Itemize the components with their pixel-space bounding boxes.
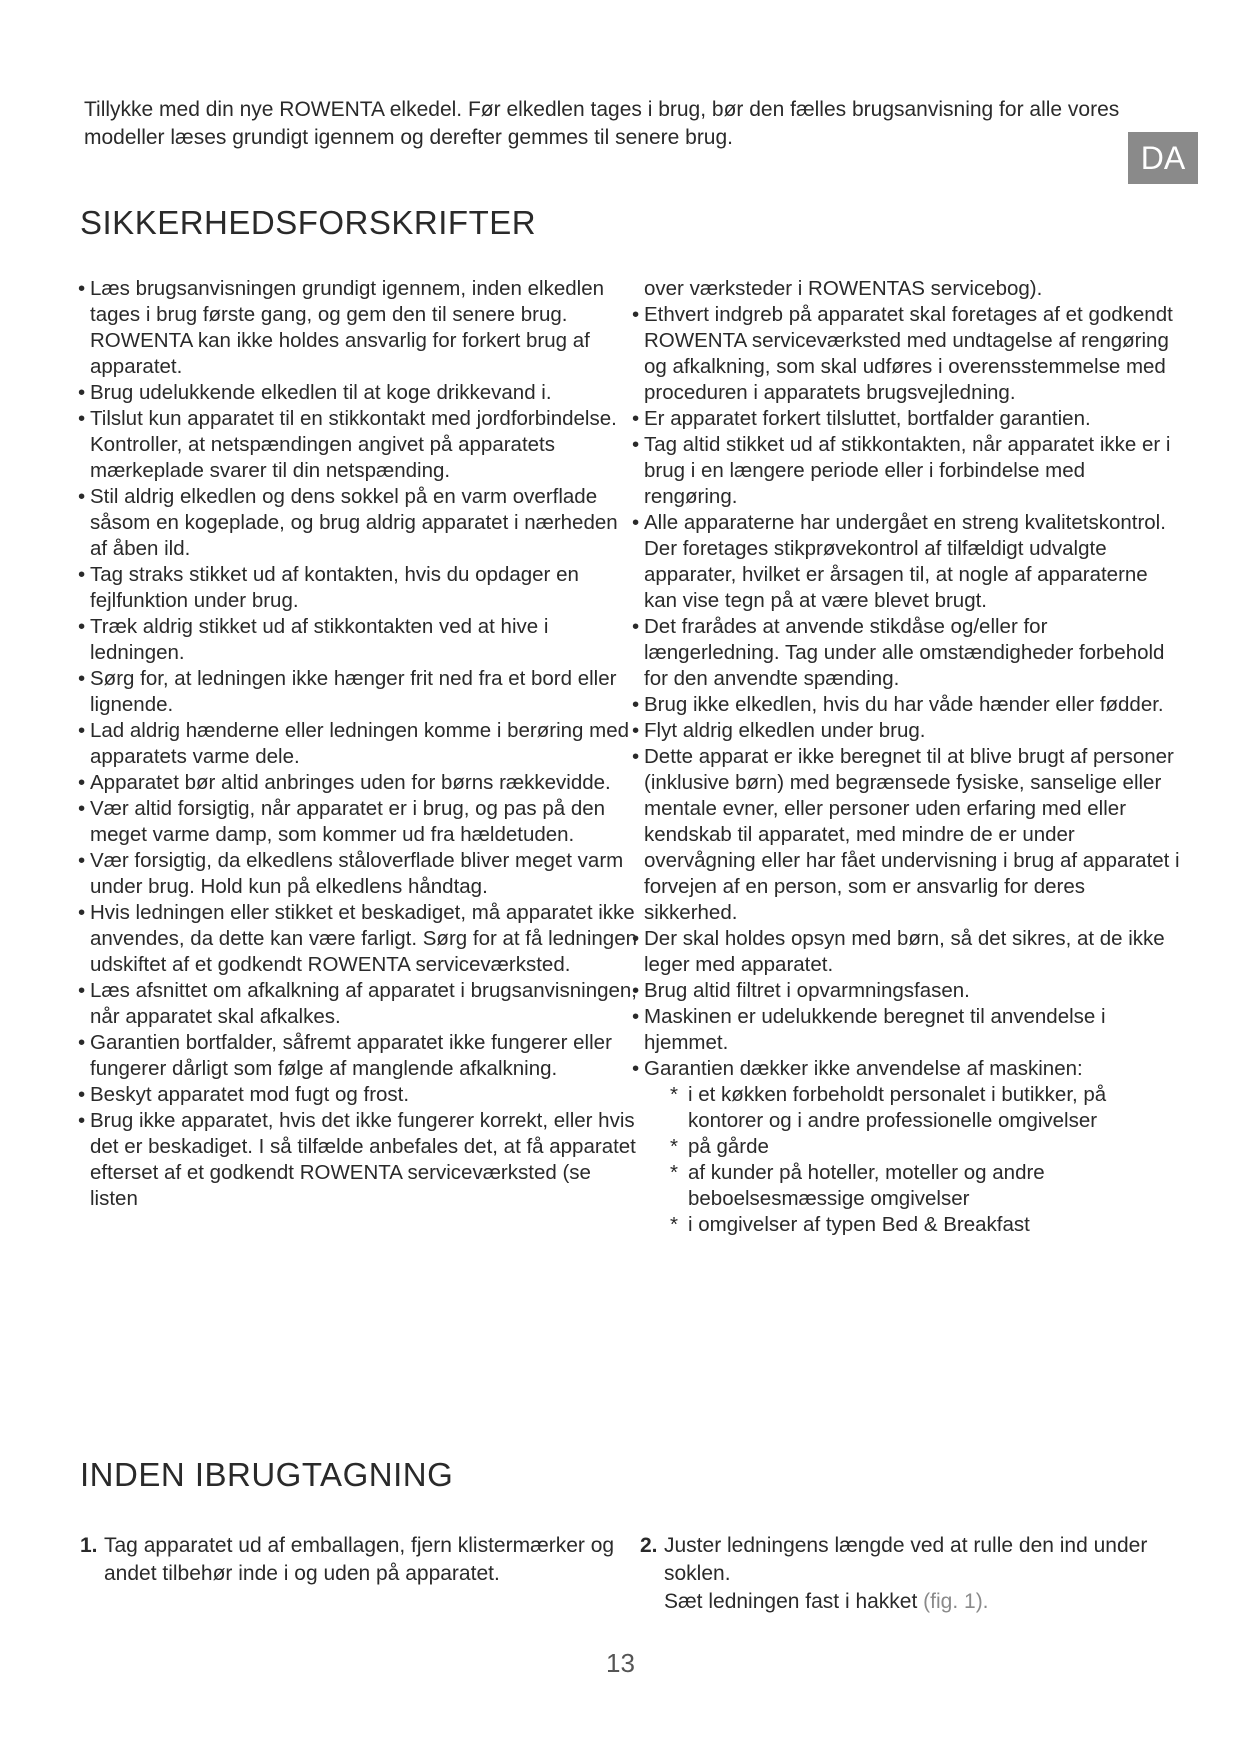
sublist-item: * på gårde (670, 1134, 1184, 1160)
safety-list-left (78, 276, 638, 1212)
list-item: • Brug ikke elkedlen, hvis du har våde hænder eller fødder. (632, 692, 1184, 718)
step-1 (80, 1532, 620, 1588)
list-item: • Brug udelukkende elkedlen til at koge drikkevand i. (78, 380, 638, 406)
figure-reference: (fig. 1). (923, 1590, 989, 1613)
step-number: 1. (80, 1534, 98, 1557)
list-item: • Ethvert indgreb på apparatet skal foretages af et godkendt ROWENTA serviceværksted med undtagelse af rengøring og afkalkning, som skal udføres i overensstemmelse med proceduren i apparatets brugsvejledning. (632, 302, 1184, 406)
list-item: • Beskyt apparatet mod fugt og frost. (78, 1082, 638, 1108)
safety-section-title: SIKKERHEDSFORSKRIFTER (80, 204, 537, 241)
safety-list-right (632, 302, 1184, 1238)
intro-paragraph: Tillykke med din nye ROWENTA elkedel. Før elkedlen tages i brug, bør den fælles brugsanvisning for alle vores modeller læses grundigt igennem og derefter gemmes til senere brug. (84, 98, 1120, 149)
list-item: • Vær forsigtig, da elkedlens ståloverflade bliver meget varm under brug. Hold kun på elkedlens håndtag. (78, 848, 638, 900)
list-item: • Tilslut kun apparatet til en stikkontakt med jordforbindelse. Kontroller, at netspændingen angivet på apparatets mærkeplade svarer til din netspænding. (78, 406, 638, 484)
sublist-item: * af kunder på hoteller, moteller og andre beboelsesmæssige omgivelser (670, 1160, 1184, 1212)
list-item: • Apparatet bør altid anbringes uden for børns rækkevidde. (78, 770, 638, 796)
sublist-item: * i omgivelser af typen Bed & Breakfast (670, 1212, 1184, 1238)
list-item: • Tag straks stikket ud af kontakten, hvis du opdager en fejlfunktion under brug. (78, 562, 638, 614)
list-item: • Hvis ledningen eller stikket et beskadiget, må apparatet ikke anvendes, da dette kan være farligt. Sørg for at få ledningen udskiftet af et godkendt ROWENTA serviceværksted. (78, 900, 638, 978)
list-item: • Tag altid stikket ud af stikkontakten, når apparatet ikke er i brug i en længere periode eller i forbindelse med rengøring. (632, 432, 1184, 510)
sublist-item: * i et køkken forbeholdt personalet i butikker, på kontorer og i andre professionelle omgivelser (670, 1082, 1184, 1134)
page-number: 13 (606, 1648, 635, 1678)
list-item: • Sørg for, at ledningen ikke hænger frit ned fra et bord eller lignende. (78, 666, 638, 718)
list-item: • Læs brugsanvisningen grundigt igennem, inden elkedlen tages i brug første gang, og gem den til senere brug. ROWENTA kan ikke holdes ansvarlig for forkert brug af apparatet. (78, 276, 638, 380)
list-item: • Garantien bortfalder, såfremt apparatet ikke fungerer eller fungerer dårligt som følge af manglende afkalkning. (78, 1030, 638, 1082)
list-item: • Er apparatet forkert tilsluttet, bortfalder garantien. (632, 406, 1184, 432)
before-use-section-title: INDEN IBRUGTAGNING (80, 1456, 454, 1493)
list-item: • Flyt aldrig elkedlen under brug. (632, 718, 1184, 744)
list-item: • Brug ikke apparatet, hvis det ikke fungerer korrekt, eller hvis det er beskadiget. I så tilfælde anbefales det, at få apparatet efterset af et godkendt ROWENTA serviceværksted (se listen (78, 1108, 638, 1212)
list-item: • Dette apparat er ikke beregnet til at blive brugt af personer (inklusive børn) med begrænsede fysiske, sanselige eller mentale evner, eller personer uden erfaring med eller kendskab til apparatet, med mindre de er under overvågning eller har fået undervisning i brug af apparatet i forvejen af en person, som er ansvarlig for deres sikkerhed. (632, 744, 1184, 926)
safety-column-right (632, 276, 1184, 1238)
step-text: Tag apparatet ud af emballagen, fjern klistermærker og andet tilbehør inde i og uden på apparatet. (104, 1534, 615, 1585)
step-text (640, 1532, 1185, 1616)
list-item: • Træk aldrig stikket ud af stikkontakten ved at hive i ledningen. (78, 614, 638, 666)
list-item: • Alle apparaterne har undergået en streng kvalitetskontrol. Der foretages stikprøvekontrol af tilfældigt udvalgte apparater, hvilket er årsagen til, at nogle af apparaterne kan vise tegn på at være blevet brugt. (632, 510, 1184, 614)
step-text-part: Sæt ledningen fast i hakket (664, 1590, 918, 1613)
list-item: • Stil aldrig elkedlen og dens sokkel på en varm overflade såsom en kogeplade, og brug aldrig apparatet i nærheden af åben ild. (78, 484, 638, 562)
list-item: • Maskinen er udelukkende beregnet til anvendelse i hjemmet. (632, 1004, 1184, 1056)
list-item-continuation: over værksteder i ROWENTAS servicebog). (644, 277, 1043, 300)
warranty-list-item (632, 1056, 1184, 1238)
list-item: • Brug altid filtret i opvarmningsfasen. (632, 978, 1184, 1004)
warranty-sublist (644, 1082, 1184, 1238)
list-item: • Der skal holdes opsyn med børn, så det sikres, at de ikke leger med apparatet. (632, 926, 1184, 978)
step-text-line: Juster ledningens længde ved at rulle den ind under soklen. (664, 1534, 1148, 1585)
warranty-item-text: Garantien dækker ikke anvendelse af maskinen: (644, 1057, 1083, 1080)
step-number: 2. (640, 1534, 658, 1557)
step-2 (640, 1532, 1185, 1616)
safety-column-left (78, 276, 638, 1212)
language-tab: DA (1128, 132, 1198, 184)
list-item: • Lad aldrig hænderne eller ledningen komme i berøring med apparatets varme dele. (78, 718, 638, 770)
step-text-line (664, 1588, 1185, 1616)
list-item: • Vær altid forsigtig, når apparatet er i brug, og pas på den meget varme damp, som kommer ud fra hældetuden. (78, 796, 638, 848)
list-item: • Læs afsnittet om afkalkning af apparatet i brugsanvisningen, når apparatet skal afkalkes. (78, 978, 638, 1030)
list-item: • Det frarådes at anvende stikdåse og/eller for længerledning. Tag under alle omstændigheder forbehold for den anvendte spænding. (632, 614, 1184, 692)
